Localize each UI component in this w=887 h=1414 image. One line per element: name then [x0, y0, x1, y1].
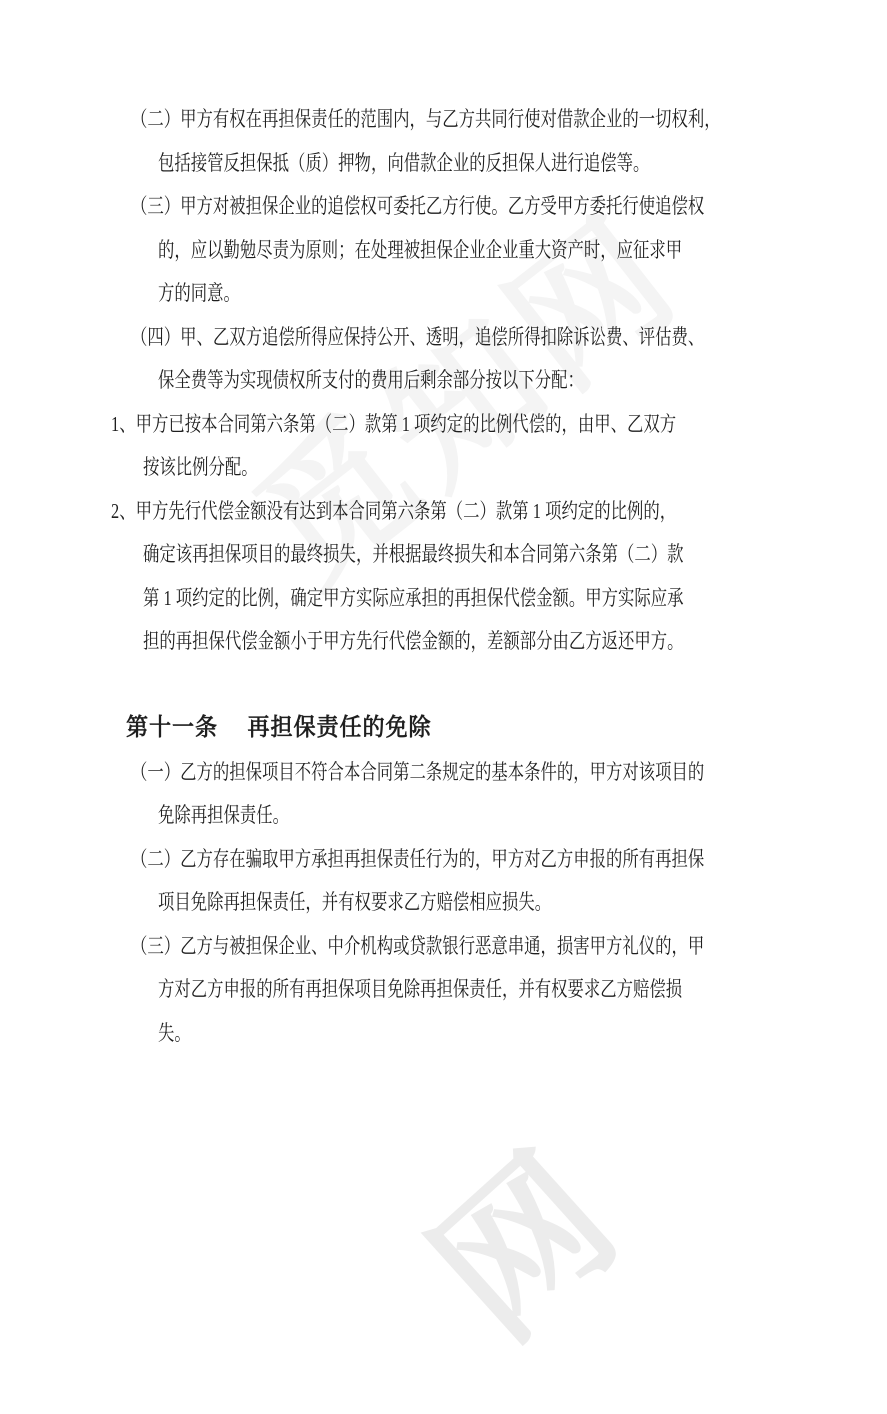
line-text: （四）甲、乙双方追偿所得应保持公开、透明，追偿所得扣除诉讼费、评估费、	[131, 324, 705, 349]
document-line	[0, 925, 830, 969]
line-text: 包括接管反担保抵（质）押物，向借款企业的反担保人进行追偿等。	[158, 150, 650, 175]
line-text: 项目免除再担保责任，并有权要求乙方赔偿相应损失。	[158, 890, 552, 914]
line-text: 失。	[158, 1020, 191, 1045]
section-heading	[0, 707, 830, 751]
line-text: 第 1 项约定的比例，确定甲方实际应承担的再担保代偿金额。甲方实际应承	[143, 585, 684, 610]
document-line	[0, 403, 830, 447]
line-text: 1、甲方已按本合同第六条第（二）款第 1 项约定的比例代偿的，由甲、乙双方	[111, 411, 677, 436]
line-text: 担的再担保代偿金额小于甲方先行代偿金额的，差额部分由乙方返还甲方。	[143, 629, 684, 653]
document-line	[0, 446, 830, 490]
line-text: （二）甲方有权在再担保责任的范围内，与乙方共同行使对借款企业的一切权利，	[131, 107, 721, 131]
document-line	[0, 968, 830, 1012]
document-body	[0, 98, 830, 1055]
line-text: （三）甲方对被担保企业的追偿权可委托乙方行使。乙方受甲方委托行使追偿权	[131, 194, 705, 218]
line-text: 方的同意。	[158, 281, 240, 305]
document-line	[0, 620, 830, 664]
document-line	[0, 533, 830, 577]
document-line	[0, 142, 830, 186]
line-text: 保全费等为实现债权所支付的费用后剩余部分按以下分配：	[158, 368, 584, 392]
line-text: （二）乙方存在骗取甲方承担再担保责任行为的，甲方对乙方申报的所有再担保	[131, 846, 705, 871]
document-line	[0, 272, 830, 316]
document-line	[0, 185, 830, 229]
document-line	[0, 751, 830, 795]
line-text: 免除再担保责任。	[158, 803, 290, 827]
document-line	[0, 1012, 830, 1056]
line-text: 确定该再担保项目的最终损失，并根据最终损失和本合同第六条第（二）款	[143, 542, 684, 566]
line-text: 2、甲方先行代偿金额没有达到本合同第六条第（二）款第 1 项约定的比例的，	[111, 498, 677, 523]
document-line	[0, 881, 830, 925]
line-text: （一）乙方的担保项目不符合本合同第二条规定的基本条件的，甲方对该项目的	[131, 759, 705, 784]
line-text: （三）乙方与被担保企业、中介机构或贷款银行恶意串通，损害甲方礼仪的，甲	[131, 933, 705, 958]
document-line	[0, 577, 830, 621]
line-text: 按该比例分配。	[143, 455, 258, 479]
document-line	[0, 794, 830, 838]
document-line	[0, 490, 830, 534]
document-line	[0, 316, 830, 360]
watermark-bottom	[338, 1060, 691, 1413]
document-line	[0, 359, 830, 403]
document-line	[0, 838, 830, 882]
watermark-logo-glyph: 网	[402, 1124, 648, 1372]
line-text: 的，应以勤勉尽责为原则；在处理被担保企业企业重大资产时，应征求甲	[158, 237, 683, 262]
document-line	[0, 229, 830, 273]
line-text: 第十一条 再担保责任的免除	[126, 715, 432, 741]
line-text: 方对乙方申报的所有再担保项目免除再担保责任，并有权要求乙方赔偿损	[158, 977, 683, 1001]
document-line	[0, 98, 830, 142]
